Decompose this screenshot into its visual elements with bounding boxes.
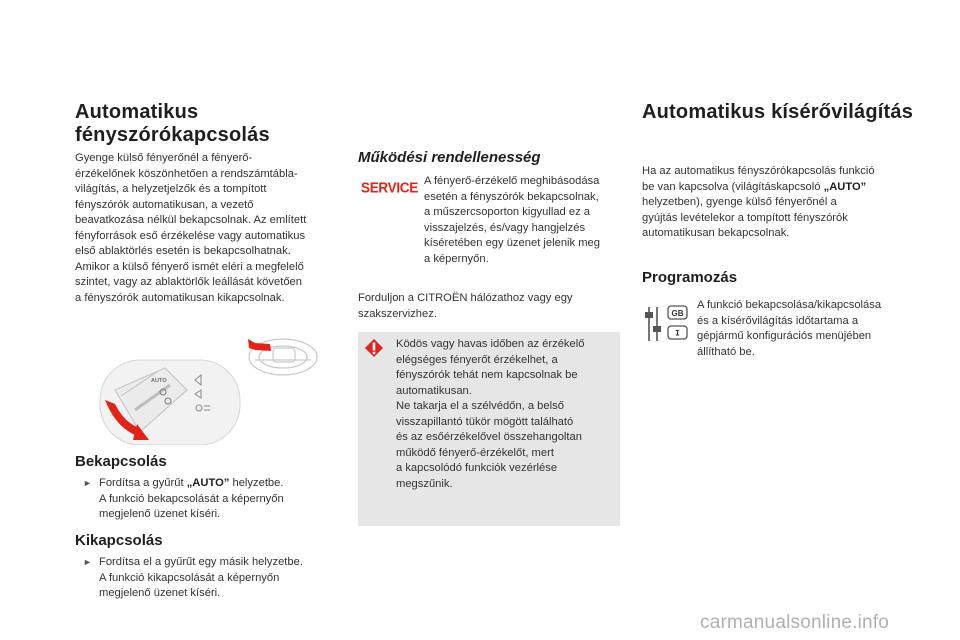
contact-line: Forduljon a CITROËN hálózathoz vagy egy bbox=[358, 292, 573, 304]
warning-line: visszapillantó tükör mögött található bbox=[396, 415, 574, 428]
intro-line: világítás, a helyzetjelzők és a tompított bbox=[75, 183, 267, 195]
on-line: megjelenő üzenet kíséri. bbox=[99, 508, 221, 520]
follow-line: gyújtás levételekor a tompított fényszórók bbox=[642, 211, 848, 224]
follow-line: Ha az automatikus fényszórókapcsolás funkció bbox=[642, 165, 875, 177]
off-line: megjelenő üzenet kíséri. bbox=[99, 587, 221, 599]
warning-line: Ne takarja el a szélvédőn, a belső bbox=[396, 400, 564, 412]
follow-line: automatikusan bekapcsolnak. bbox=[642, 227, 790, 239]
watermark-text: carmanualsonline.info bbox=[700, 612, 890, 633]
bullet-arrow-icon: ► bbox=[83, 478, 92, 488]
prog-line: állítható be. bbox=[697, 345, 755, 358]
follow-me-paragraph bbox=[642, 164, 875, 242]
prog-line: A funkció bekapcsolása/kikapcsolása bbox=[697, 299, 882, 311]
prog-line: és a kísérővilágítás időtartama a bbox=[697, 314, 859, 327]
follow-line: be van kapcsolva (világításkapcsoló „AUTO” bbox=[642, 180, 867, 193]
intro-line: szintet, vagy az ablaktörlők leállását követően bbox=[75, 276, 302, 288]
warning-text bbox=[396, 337, 584, 492]
left-title-line-1: Automatikus bbox=[75, 101, 199, 123]
section-title-on: Bekapcsolás bbox=[75, 453, 167, 470]
service-line: esetén a fényszórók bekapcsolnak, bbox=[424, 190, 599, 203]
right-title: Automatikus kísérővilágítás bbox=[642, 101, 914, 123]
service-warning-icon: SERVICE bbox=[361, 179, 418, 196]
warning-line: automatikusan. bbox=[396, 384, 472, 397]
lever-auto-label: AUTO bbox=[151, 378, 167, 384]
service-description bbox=[424, 174, 600, 267]
exclamation-warning-icon bbox=[364, 338, 384, 358]
warning-line: a kapcsolódó funkciók vezérlése bbox=[396, 462, 558, 474]
service-line: a műszercsoporton kigyullad ez a bbox=[424, 206, 591, 218]
gb-label: GB bbox=[671, 308, 684, 318]
intro-line: első ablaktörlés esetén is bekapcsolhatnak. bbox=[75, 245, 291, 257]
intro-line: Amikor a külső fényerő ismét eléri a megfelelő bbox=[75, 260, 304, 273]
intro-line: fényszórók automatikusan, a vezető bbox=[75, 198, 254, 211]
prog-line: gépjármű konfigurációs menüjében bbox=[697, 330, 872, 342]
light-switch-lever-illustration bbox=[95, 330, 325, 445]
warning-line: megszűnik. bbox=[396, 477, 453, 490]
warning-line: elégséges fényerőt érzékelhet, a bbox=[396, 353, 558, 366]
intro-line: a fényszórók automatikusan kikapcsolnak. bbox=[75, 291, 285, 304]
left-title-line-2: fényszórókapcsolás bbox=[75, 124, 270, 146]
service-line: a képernyőn. bbox=[424, 252, 489, 265]
i-label: I bbox=[675, 329, 680, 339]
off-instructions bbox=[99, 555, 303, 602]
service-line: A fényerő-érzékelő meghibásodása bbox=[424, 175, 600, 187]
programming-title: Programozás bbox=[642, 269, 738, 286]
contact-line: szakszervizhez. bbox=[358, 307, 437, 320]
warning-line: működő fényerő-érzékelőt, mert bbox=[396, 446, 554, 459]
bullet-arrow-icon: ► bbox=[83, 557, 92, 567]
intro-line: fényforrások eső érzékelése vagy automatikus bbox=[75, 229, 306, 242]
on-line: A funkció bekapcsolását a képernyőn bbox=[99, 492, 284, 505]
intro-line: érzékelőnek köszönhetően a rendszámtábla- bbox=[75, 167, 298, 180]
intro-line: Gyenge külső fényerőnél a fényerő- bbox=[75, 152, 253, 164]
intro-line: beavatkozása nélkül bekapcsolnak. Az említett bbox=[75, 214, 307, 226]
left-intro-paragraph bbox=[75, 151, 306, 306]
on-step-line: Fordítsa a gyűrűt „AUTO” helyzetbe. bbox=[99, 477, 284, 489]
warning-line: Ködös vagy havas időben az érzékelő bbox=[396, 338, 585, 350]
service-line: visszajelzés, és/vagy hangjelzés bbox=[424, 221, 586, 234]
red-lever-pointer bbox=[253, 343, 271, 351]
off-line: A funkció kikapcsolását a képernyőn bbox=[99, 571, 280, 584]
warning-line: fényszórók tehát nem kapcsolnak be bbox=[396, 369, 578, 381]
malfunction-title: Működési rendellenesség bbox=[358, 149, 541, 166]
programming-text bbox=[697, 298, 881, 360]
on-instructions bbox=[99, 476, 284, 523]
off-step-line: Fordítsa el a gyűrűt egy másik helyzetbe. bbox=[99, 556, 303, 568]
left-title bbox=[75, 101, 270, 147]
configuration-menu-icon bbox=[643, 304, 689, 344]
warning-line: és az esőérzékelővel összehangoltan bbox=[396, 431, 582, 443]
section-title-off: Kikapcsolás bbox=[75, 532, 163, 549]
follow-line: helyzetben), gyenge külső fényerőnél a bbox=[642, 196, 837, 208]
service-line: kíséretében egy üzenet jelenik meg bbox=[424, 237, 601, 249]
contact-paragraph bbox=[358, 291, 573, 322]
